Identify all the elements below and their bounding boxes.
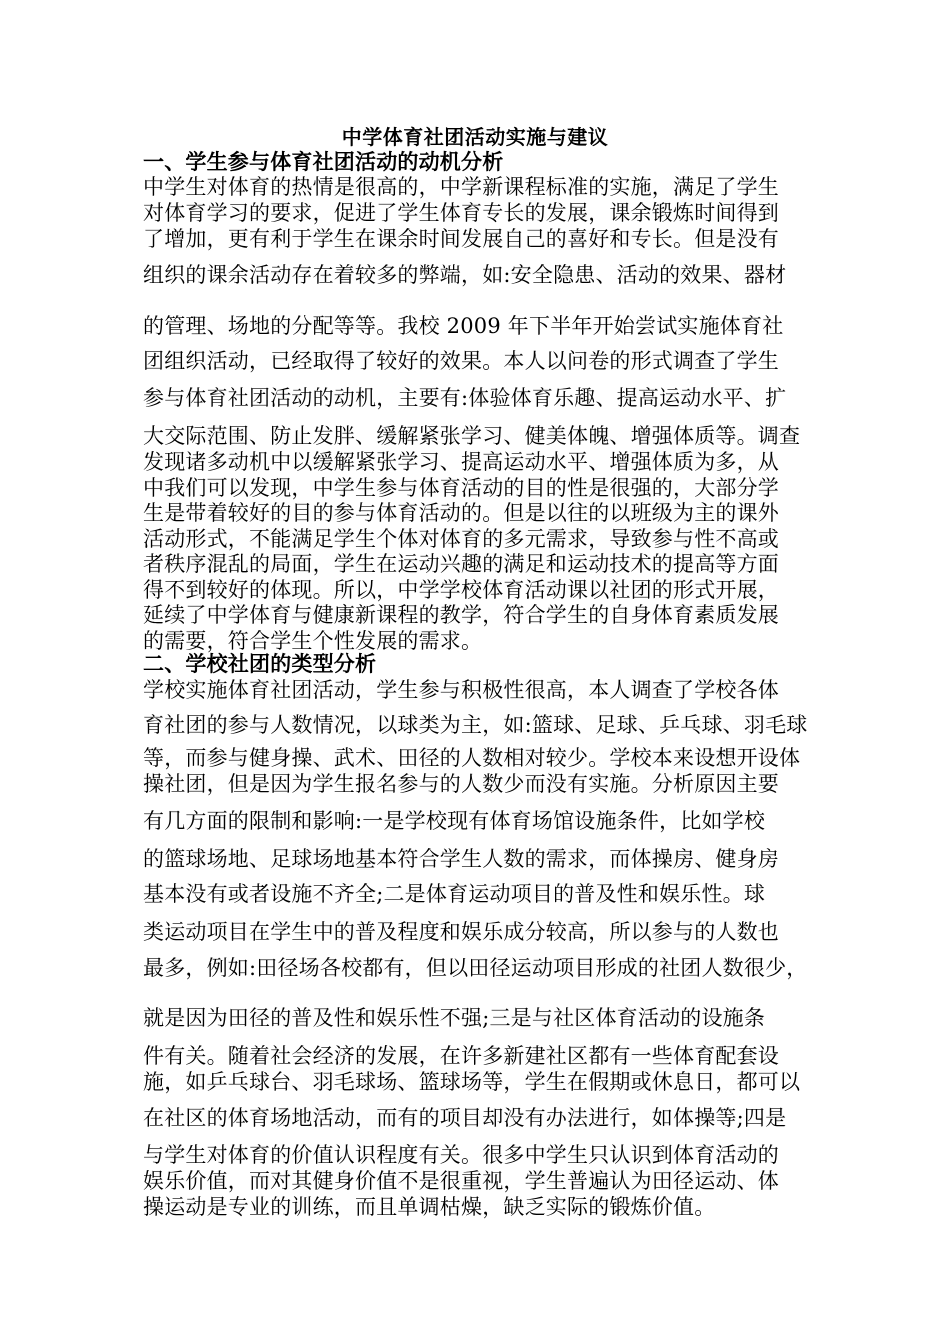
paragraph-line: 生是带着较好的目的参与体育活动的。但是以往的以班级为主的课外 (143, 501, 779, 525)
paragraph-line: 大交际范围、防止发胖、缓解紧张学习、健美体魄、增强体质等。调查 (143, 424, 801, 448)
paragraph-line: 参与体育社团活动的动机，主要有:体验体育乐趣、提高运动水平、扩 (143, 386, 787, 410)
paragraph-line: 娱乐价值，而对其健身价值不是很重视，学生普遍认为田径运动、体 (143, 1169, 779, 1193)
paragraph-line: 发现诸多动机中以缓解紧张学习、提高运动水平、增强体质为多，从 (143, 450, 779, 474)
paragraph-line: 件有关。随着社会经济的发展，在许多新建社区都有一些体育配套设 (143, 1044, 779, 1068)
section-heading: 一、学生参与体育社团活动的动机分析 (143, 149, 504, 174)
paragraph-line: 操运动是专业的训练，而且单调枯燥，缺乏实际的锻炼价值。 (143, 1195, 716, 1219)
paragraph-line: 等，而参与健身操、武术、田径的人数相对较少。学校本来设想开设体 (143, 746, 801, 770)
paragraph-line: 者秩序混乱的局面，学生在运动兴趣的满足和运动技术的提高等方面 (143, 552, 779, 576)
paragraph-line: 活动形式，不能满足学生个体对体育的多元需求，导致参与性不高或 (143, 527, 779, 551)
paragraph-line: 对体育学习的要求，促进了学生体育专长的发展，课余锻炼时间得到 (143, 201, 779, 225)
paragraph-line: 中学生对体育的热情是很高的，中学新课程标准的实施，满足了学生 (143, 175, 779, 199)
paragraph-line: 就是因为田径的普及性和娱乐性不强;三是与社区体育活动的设施条 (143, 1006, 766, 1030)
paragraph-line: 育社团的参与人数情况，以球类为主，如:篮球、足球、乒乓球、羽毛球 (143, 713, 808, 737)
document-title: 中学体育社团活动实施与建议 (341, 125, 609, 149)
paragraph-line: 得不到较好的体现。所以，中学学校体育活动课以社团的形式开展， (143, 578, 779, 602)
paragraph-line: 在社区的体育场地活动，而有的项目却没有办法进行，如体操等;四是 (143, 1106, 787, 1130)
paragraph-line: 组织的课余活动存在着较多的弊端，如:安全隐患、活动的效果、器材 (143, 263, 787, 287)
paragraph-line: 基本没有或者设施不齐全;二是体育运动项目的普及性和娱乐性。球 (143, 882, 766, 906)
paragraph-line: 的篮球场地、足球场地基本符合学生人数的需求，而体操房、健身房 (143, 847, 779, 871)
section-heading: 二、学校社团的类型分析 (143, 651, 377, 676)
paragraph-line: 有几方面的限制和影响:一是学校现有体育场馆设施条件，比如学校 (143, 809, 766, 833)
paragraph-line: 与学生对体育的价值认识程度有关。很多中学生只认识到体育活动的 (143, 1143, 779, 1167)
paragraph-line: 最多，例如:田径场各校都有，但以田径运动项目形成的社团人数很少， (143, 956, 808, 980)
paragraph-line: 学校实施体育社团活动，学生参与积极性很高，本人调查了学校各体 (143, 678, 779, 702)
paragraph-line: 的需要，符合学生个性发展的需求。 (143, 629, 483, 653)
paragraph-line: 操社团，但是因为学生报名参与的人数少而没有实施。分析原因主要 (143, 772, 779, 796)
paragraph-line: 的管理、场地的分配等等。我校 2009 年下半年开始尝试实施体育社 (143, 314, 784, 338)
paragraph-line: 延续了中学体育与健康新课程的教学，符合学生的自身体育素质发展 (143, 603, 779, 627)
paragraph-line: 团组织活动，已经取得了较好的效果。本人以问卷的形式调查了学生 (143, 349, 779, 373)
paragraph-line: 中我们可以发现，中学生参与体育活动的目的性是很强的，大部分学 (143, 476, 779, 500)
paragraph-line: 施，如乒乓球台、羽毛球场、篮球场等，学生在假期或休息日，都可以 (143, 1070, 801, 1094)
paragraph-line: 类运动项目在学生中的普及程度和娱乐成分较高，所以参与的人数也 (143, 920, 779, 944)
paragraph-line: 了增加，更有利于学生在课余时间发展自己的喜好和专长。但是没有 (143, 227, 779, 251)
